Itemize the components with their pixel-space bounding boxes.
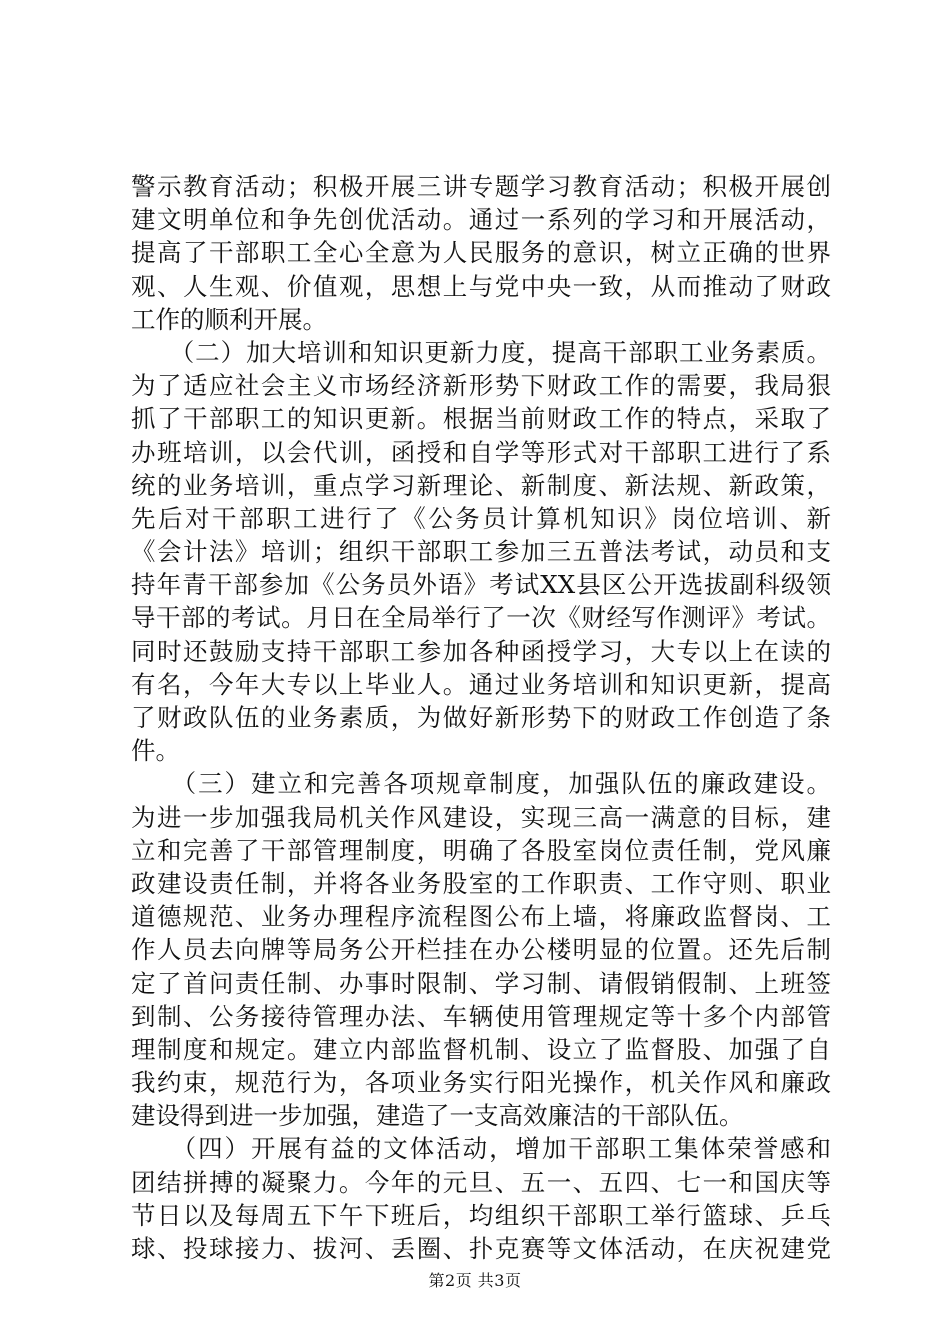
text-line: 到制、公务接待管理办法、车辆使用管理规定等十多个内部管 xyxy=(131,1001,831,1031)
text-line: （二）加大培训和知识更新力度，提高干部职工业务素质。 xyxy=(131,337,831,367)
text-line: 《会计法》培训；组织干部职工参加三五普法考试，动员和支 xyxy=(131,537,831,567)
text-line: 先后对干部职工进行了《公务员计算机知识》岗位培训、新 xyxy=(131,503,831,533)
text-line: （三）建立和完善各项规章制度，加强队伍的廉政建设。 xyxy=(131,769,831,799)
document-body xyxy=(131,170,831,1265)
text-line: 道德规范、业务办理程序流程图公布上墙，将廉政监督岗、工 xyxy=(131,902,831,932)
text-line: 节日以及每周五下午下班后，均组织干部职工举行篮球、乒乓 xyxy=(131,1200,831,1230)
page-number-footer: 第2页 共3页 xyxy=(428,1271,522,1290)
text-line: 同时还鼓励支持干部职工参加各种函授学习，大专以上在读的 xyxy=(131,636,831,666)
text-line: 立和完善了干部管理制度，明确了各股室岗位责任制，党风廉 xyxy=(131,835,831,865)
text-line: 办班培训，以会代训，函授和自学等形式对干部职工进行了系 xyxy=(131,437,831,467)
text-line: 作人员去向牌等局务公开栏挂在办公楼明显的位置。还先后制 xyxy=(131,935,831,965)
text-line: 定了首问责任制、办事时限制、学习制、请假销假制、上班签 xyxy=(131,968,831,998)
text-line: 工作的顺利开展。 xyxy=(131,304,327,334)
text-line: 为了适应社会主义市场经济新形势下财政工作的需要，我局狠 xyxy=(131,371,831,401)
text-line: 团结拼搏的凝聚力。今年的元旦、五一、五四、七一和国庆等 xyxy=(131,1167,831,1197)
text-line: 提高了干部职工全心全意为人民服务的意识，树立正确的世界 xyxy=(131,238,831,268)
text-line: 导干部的考试。月日在全局举行了一次《财经写作测评》考试。 xyxy=(131,603,831,633)
text-line: 建设得到进一步加强，建造了一支高效廉洁的干部队伍。 xyxy=(131,1101,744,1131)
text-line: 持年青干部参加《公务员外语》考试XX县区公开选拔副科级领 xyxy=(131,570,831,600)
text-line: 了财政队伍的业务素质，为做好新形势下的财政工作创造了条 xyxy=(131,703,831,732)
text-line: 有名，今年大专以上毕业人。通过业务培训和知识更新，提高 xyxy=(131,669,831,699)
text-line: 统的业务培训，重点学习新理论、新制度、新法规、新政策， xyxy=(131,470,831,500)
text-line: 警示教育活动；积极开展三讲专题学习教育活动；积极开展创 xyxy=(131,172,831,201)
text-line: 我约束，规范行为，各项业务实行阳光操作，机关作风和廉政 xyxy=(131,1068,831,1098)
text-line: 观、人生观、价值观，思想上与党中央一致，从而推动了财政 xyxy=(131,271,831,301)
text-line: 球、投球接力、拔河、丢圈、扑克赛等文体活动，在庆祝建党 xyxy=(131,1234,831,1263)
text-line: 政建设责任制，并将各业务股室的工作职责、工作守则、职业 xyxy=(131,868,831,898)
text-line: 件。 xyxy=(131,736,180,766)
text-line: 理制度和规定。建立内部监督机制、设立了监督股、加强了自 xyxy=(131,1034,831,1064)
text-line: 建文明单位和争先创优活动。通过一系列的学习和开展活动， xyxy=(131,205,831,235)
text-line: 为进一步加强我局机关作风建设，实现三高一满意的目标，建 xyxy=(131,802,831,832)
text-line: 抓了干部职工的知识更新。根据当前财政工作的特点，采取了 xyxy=(131,404,831,434)
text-line: （四）开展有益的文体活动，增加干部职工集体荣誉感和 xyxy=(131,1134,831,1164)
